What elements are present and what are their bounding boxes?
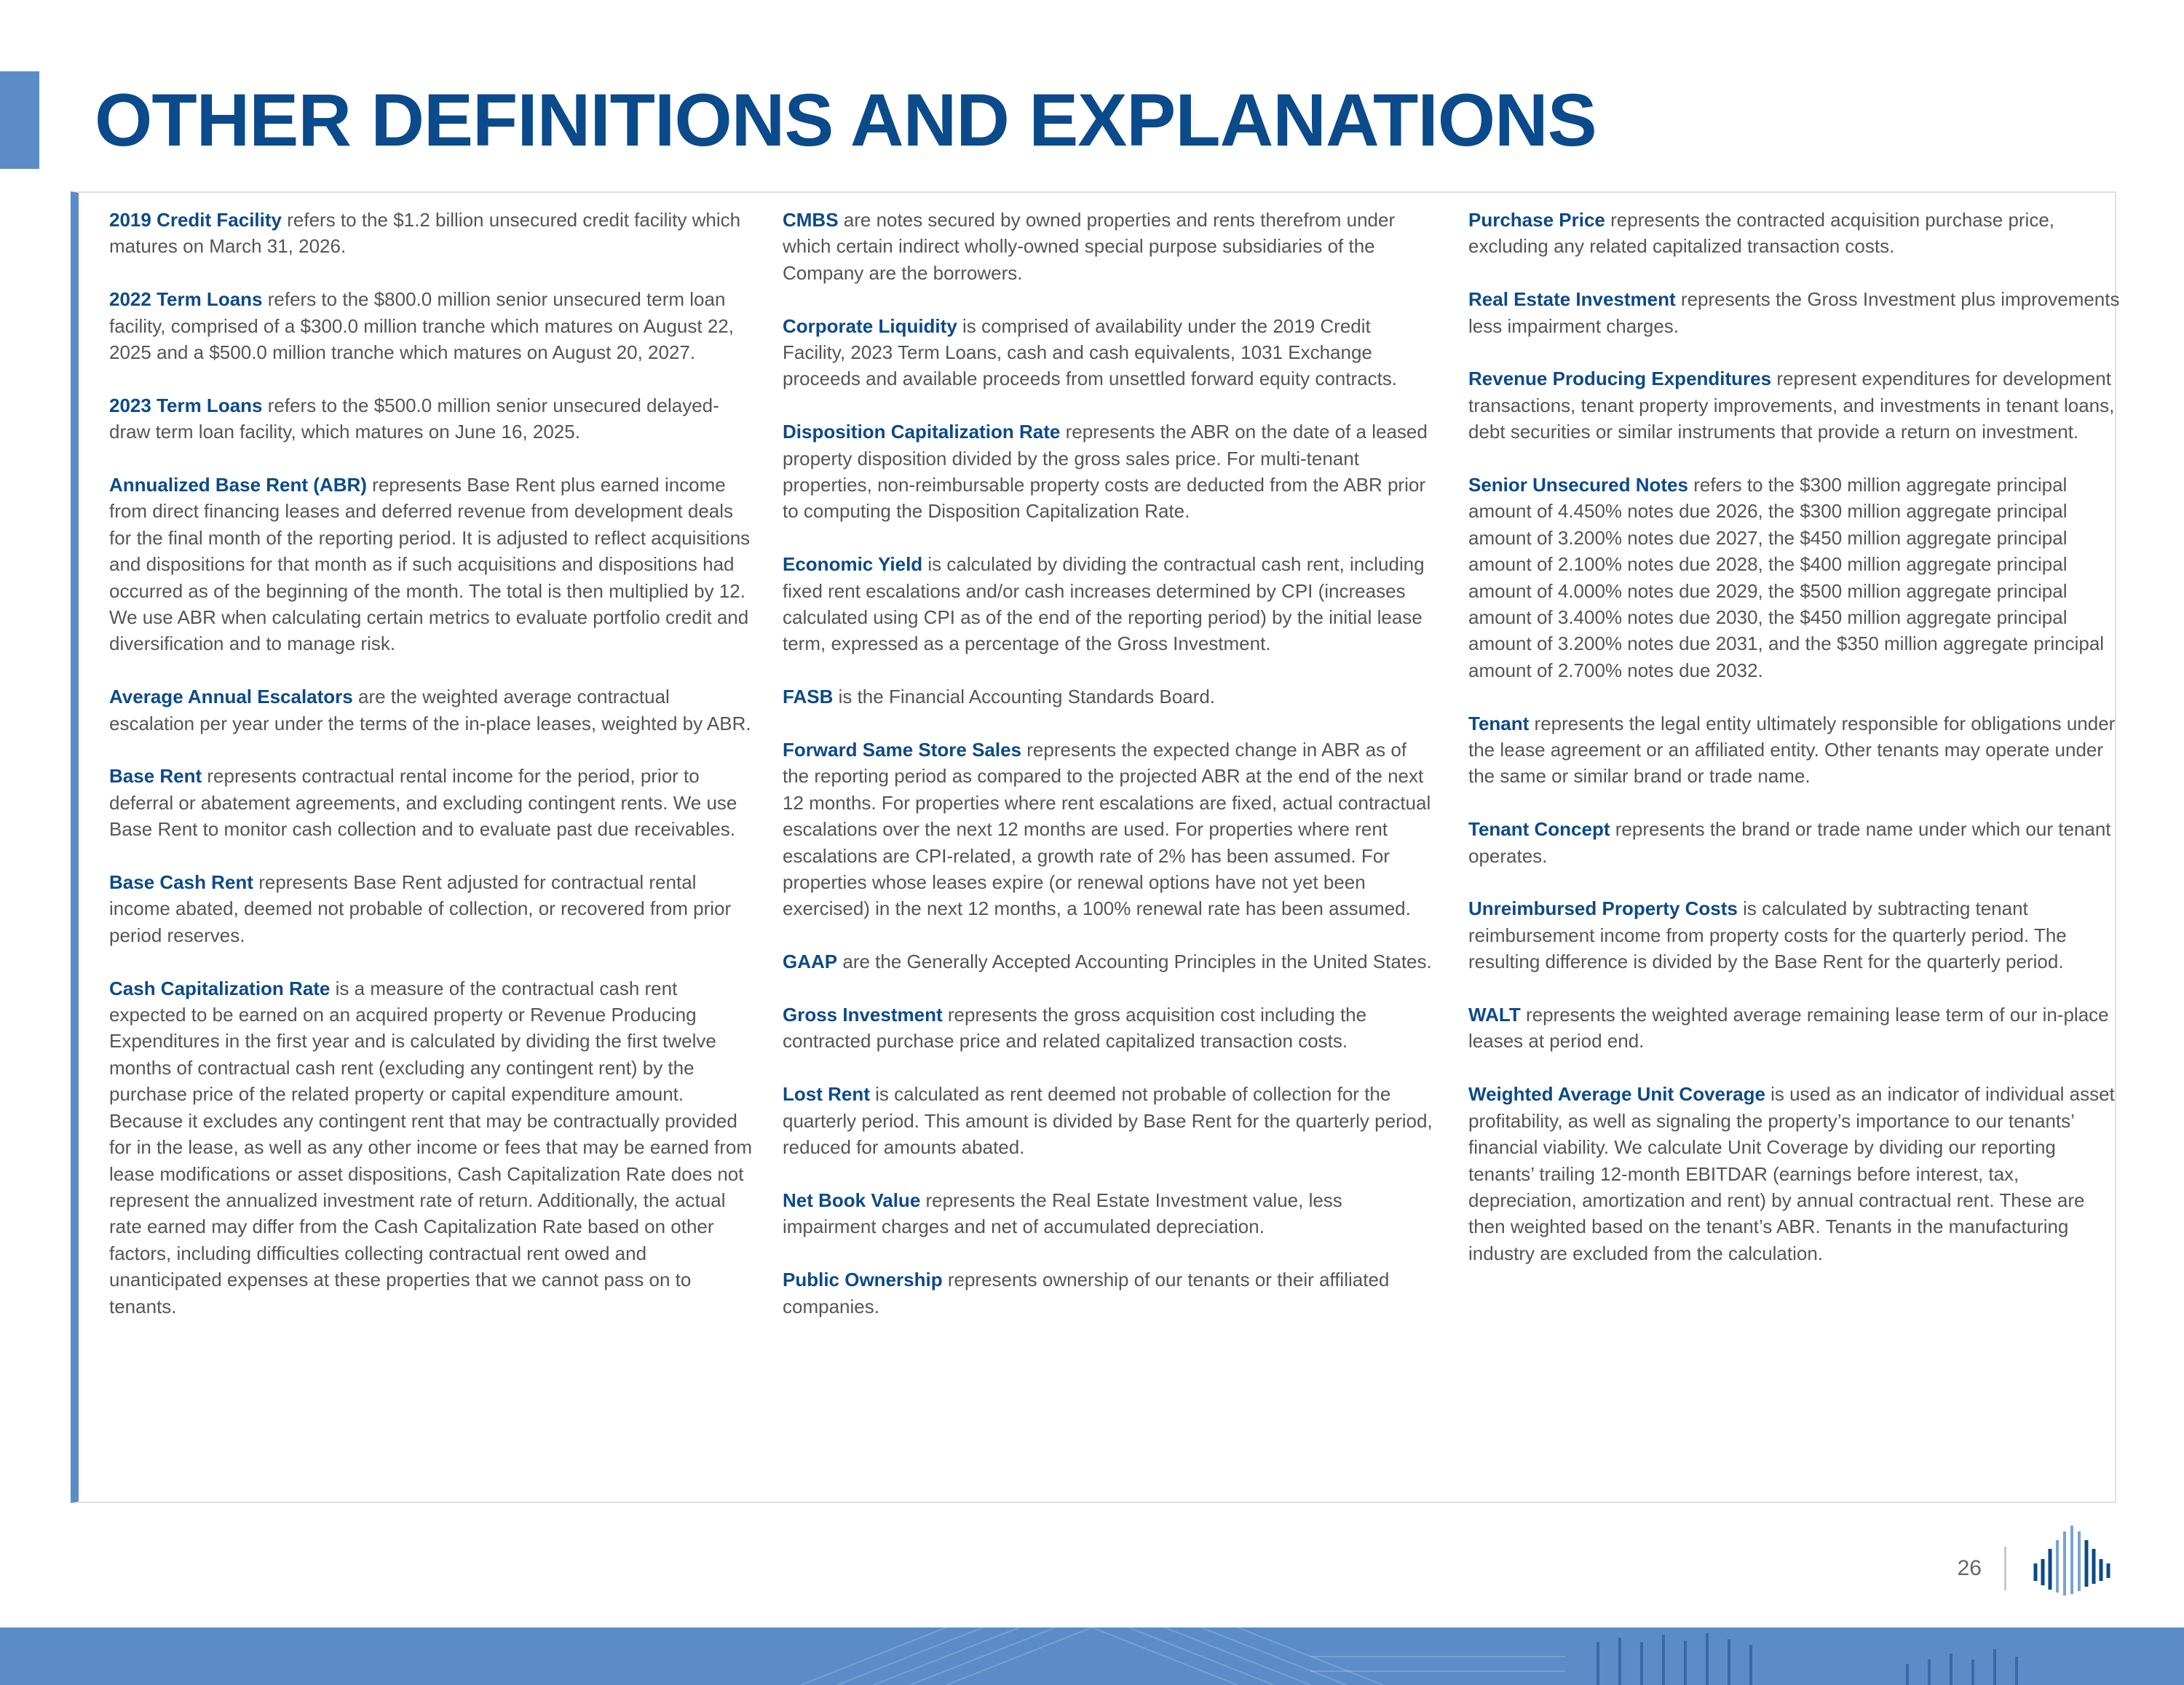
definition-text: represents the Real Estate Investment value, less impairment charges and net of accumulated depreciation. <box>783 1189 1342 1238</box>
definition-text: are the weighted average contractual escalation per year under the terms of the in-place leases, weighted by ABR. <box>109 686 751 734</box>
definition-term: 2023 Term Loans <box>109 394 263 416</box>
definition-item <box>1468 1002 2124 1055</box>
definition-item <box>783 1187 1438 1240</box>
definition-item <box>783 683 1438 710</box>
definition-text: represents Base Rent plus earned income from direct financing leases and deferred revenue from development deals for the final month of the reporting period. It is adjusted to reflect acquisitions and dispositions for that month as if such acquisitions and dispositions had occurred as of the beginning of the month. The total is then multiplied by 12. We use ABR when calculating certain metrics to evaluate portfolio credit and diversification and to manage risk. <box>109 474 751 655</box>
definition-item <box>783 551 1438 657</box>
footer-divider <box>2004 1547 2006 1590</box>
definition-term: Real Estate Investment <box>1468 288 1676 311</box>
definition-term: Annualized Base Rent (ABR) <box>109 474 367 496</box>
definitions-column-2 <box>783 207 1438 1346</box>
definition-item <box>783 737 1438 922</box>
definition-item <box>109 975 759 1320</box>
definition-text: represents the expected change in ABR as of the reporting period as compared to the projected ABR at the end of the next 12 months. For properties where rent escalations are fixed, actual contractual escalations over the next 12 months are used. For properties where rent escalations are CPI-related, a growth rate of 2% has been assumed. For properties whose leases expire (or renewal options have not yet been exercised) in the next 12 months, a 100% renewal rate has been assumed. <box>783 739 1431 920</box>
definition-term: Tenant Concept <box>1468 818 1610 841</box>
page-title: OTHER DEFINITIONS AND EXPLANATIONS <box>95 79 1597 162</box>
definition-text: represents the legal entity ultimately responsible for obligations under the lease agreement or an affiliated entity. Other tenants may operate under the same or similar brand or trade name. <box>1468 712 2116 788</box>
definition-text: refers to the $800.0 million senior unsecured term loan facility, comprised of a $300.0 million tranche which matures on August 22, 2025 and a $500.0 million tranche which matures on August 20, 2027. <box>109 288 734 364</box>
definition-item <box>783 313 1438 392</box>
definition-term: WALT <box>1468 1004 1521 1026</box>
definition-item <box>783 1266 1438 1320</box>
page-number: 26 <box>1957 1556 1982 1580</box>
definition-item <box>1468 710 2124 790</box>
definition-term: GAAP <box>783 951 838 973</box>
definition-term: Tenant <box>1468 712 1530 734</box>
definition-item <box>1468 286 2124 339</box>
definition-term: Average Annual Escalators <box>109 686 353 708</box>
definition-item <box>783 1002 1438 1055</box>
definition-text: is the Financial Accounting Standards Board. <box>838 686 1216 708</box>
definition-item <box>109 869 759 948</box>
definition-term: 2019 Credit Facility <box>109 209 282 231</box>
definition-item <box>1468 365 2124 445</box>
definition-text: refers to the $500.0 million senior unsecured delayed-draw term loan facility, which matures on June 16, 2025. <box>109 394 719 443</box>
definition-text: represents the contracted acquisition purchase price, excluding any related capitalized transaction costs. <box>1468 209 2055 258</box>
definition-term: Unreimbursed Property Costs <box>1468 897 1738 920</box>
footer-skyline-pattern-icon <box>0 1627 2184 1685</box>
definition-text: represents the ABR on the date of a leased property disposition divided by the gross sales price. For multi-tenant properties, non-reimbursable property costs are deducted from the ABR prior to computing the Disposition Capitalization Rate. <box>783 421 1428 523</box>
definition-item <box>109 207 759 260</box>
title-accent-bar <box>0 71 39 169</box>
definition-text: represents the weighted average remaining lease term of our in-place leases at period end. <box>1468 1004 2109 1052</box>
definition-item <box>1468 472 2124 683</box>
definition-text: represents the Gross Investment plus improvements less impairment charges. <box>1468 288 2120 337</box>
definition-text: are the Generally Accepted Accounting Principles in the United States. <box>842 951 1432 973</box>
definition-item <box>109 763 759 842</box>
definition-term: Net Book Value <box>783 1189 921 1211</box>
definition-term: Forward Same Store Sales <box>783 739 1022 761</box>
definition-text: is calculated by dividing the contractual cash rent, including fixed rent escalations and/or cash increases determined by CPI (increases calculated using CPI as of the end of the reporting period) by the initial lease term, expressed as a percentage of the Gross Investment. <box>783 553 1425 655</box>
definitions-column-3 <box>1468 207 2124 1293</box>
definition-term: Weighted Average Unit Coverage <box>1468 1083 1765 1106</box>
definition-item <box>783 1081 1438 1160</box>
definition-item <box>109 286 759 365</box>
definition-item <box>1468 1081 2124 1266</box>
definition-text: represents the gross acquisition cost including the contracted purchase price and related capitalized transaction costs. <box>783 1004 1367 1052</box>
definition-text: refers to the $1.2 billion unsecured credit facility which matures on March 31, 2026. <box>109 209 741 258</box>
definition-item <box>109 472 759 657</box>
definition-text: is calculated as rent deemed not probable of collection for the quarterly period. This amount is divided by Base Rent for the quarterly period, reduced for amounts abated. <box>783 1083 1433 1159</box>
company-logo-icon <box>2031 1523 2111 1597</box>
definition-text: is used as an indicator of individual asset profitability, as well as signaling the property’s importance to our tenants’ financial viability. We calculate Unit Coverage by dividing our reporting tenants’ trailing 12-month EBITDAR (earnings before interest, tax, depreciation, amortization and rent) by annual contractual rent. These are then weighted based on the tenant’s ABR. Tenants in the manufacturing industry are excluded from the calculation. <box>1468 1083 2115 1264</box>
definition-item <box>1468 207 2124 260</box>
definition-item <box>783 948 1438 975</box>
definition-term: Purchase Price <box>1468 209 1605 231</box>
footer-band <box>0 1627 2184 1685</box>
definition-term: Senior Unsecured Notes <box>1468 474 1688 496</box>
definition-text: represent expenditures for development transactions, tenant property improvements, and investments in tenant loans, debt securities or similar instruments that provide a return on investment. <box>1468 368 2115 443</box>
definition-text: represents contractual rental income for the period, prior to deferral or abatement agreements, and excluding contingent rents. We use Base Rent to monitor cash collection and to evaluate past due receivables. <box>109 765 737 841</box>
definition-item <box>109 683 759 737</box>
definition-term: Revenue Producing Expenditures <box>1468 368 1772 390</box>
definition-term: Lost Rent <box>783 1083 870 1106</box>
definition-item <box>1468 895 2124 975</box>
definition-item <box>109 392 759 445</box>
definition-term: CMBS <box>783 209 839 231</box>
definition-item <box>783 419 1438 525</box>
definition-text: represents Base Rent adjusted for contractual rental income abated, deemed not probable of collection, or recovered from prior period reserves. <box>109 871 732 946</box>
definition-term: Public Ownership <box>783 1269 943 1291</box>
definition-text: is comprised of availability under the 2019 Credit Facility, 2023 Term Loans, cash and cash equivalents, 1031 Exchange proceeds and available proceeds from unsettled forward equity contracts. <box>783 314 1398 390</box>
definition-term: Economic Yield <box>783 553 923 576</box>
definition-term: Cash Capitalization Rate <box>109 977 331 999</box>
definition-term: 2022 Term Loans <box>109 288 263 311</box>
definition-text: refers to the $300 million aggregate principal amount of 4.450% notes due 2026, the $300 million aggregate principal amount of 3.200% notes due 2027, the $450 million aggregate principal amount of 2.100% notes due 2028, the $400 million aggregate principal amount of 4.000% notes due 2029, the $500 million aggregate principal amount of 3.400% notes due 2030, the $450 million aggregate principal amount of 3.200% notes due 2031, and the $350 million aggregate principal amount of 2.700% notes due 2032. <box>1468 474 2105 681</box>
definition-text: represents ownership of our tenants or their affiliated companies. <box>783 1269 1390 1317</box>
definition-term: Gross Investment <box>783 1004 943 1026</box>
definition-term: Disposition Capitalization Rate <box>783 421 1061 443</box>
definition-term: FASB <box>783 686 834 708</box>
definition-term: Base Rent <box>109 765 202 788</box>
definition-item <box>1468 816 2124 869</box>
definitions-panel <box>71 191 2120 1503</box>
definition-text: are notes secured by owned properties and rents therefrom under which certain indirect wholly-owned special purpose subsidiaries of the Company are the borrowers. <box>783 209 1396 284</box>
definition-text: represents the brand or trade name under which our tenant operates. <box>1468 818 2111 867</box>
definition-text: is calculated by subtracting tenant reimbursement income from property costs for the quarterly period. The resulting difference is divided by the Base Rent for the quarterly period. <box>1468 897 2067 973</box>
definition-item <box>783 207 1438 286</box>
definition-term: Corporate Liquidity <box>783 314 957 337</box>
definition-text: is a measure of the contractual cash rent expected to be earned on an acquired property or Revenue Producing Expenditures in the first year and is calculated by dividing the first twelve months of contractual cash rent (excluding any contingent rent) by the purchase price of the related property or capital expenditure amount. Because it excludes any contingent rent that may be contractually provided for in the lease, as well as any other income or fees that may be earned from lease modifications or asset dispositions, Cash Capitalization Rate does not represent the annualized investment rate of return. Additionally, the actual rate earned may differ from the Cash Capitalization Rate based on other factors, including difficulties collecting contractual rent owed and unanticipated expenses at these properties that we cannot pass on to tenants. <box>109 977 753 1317</box>
definitions-column-1 <box>109 207 759 1346</box>
definition-term: Base Cash Rent <box>109 871 253 894</box>
